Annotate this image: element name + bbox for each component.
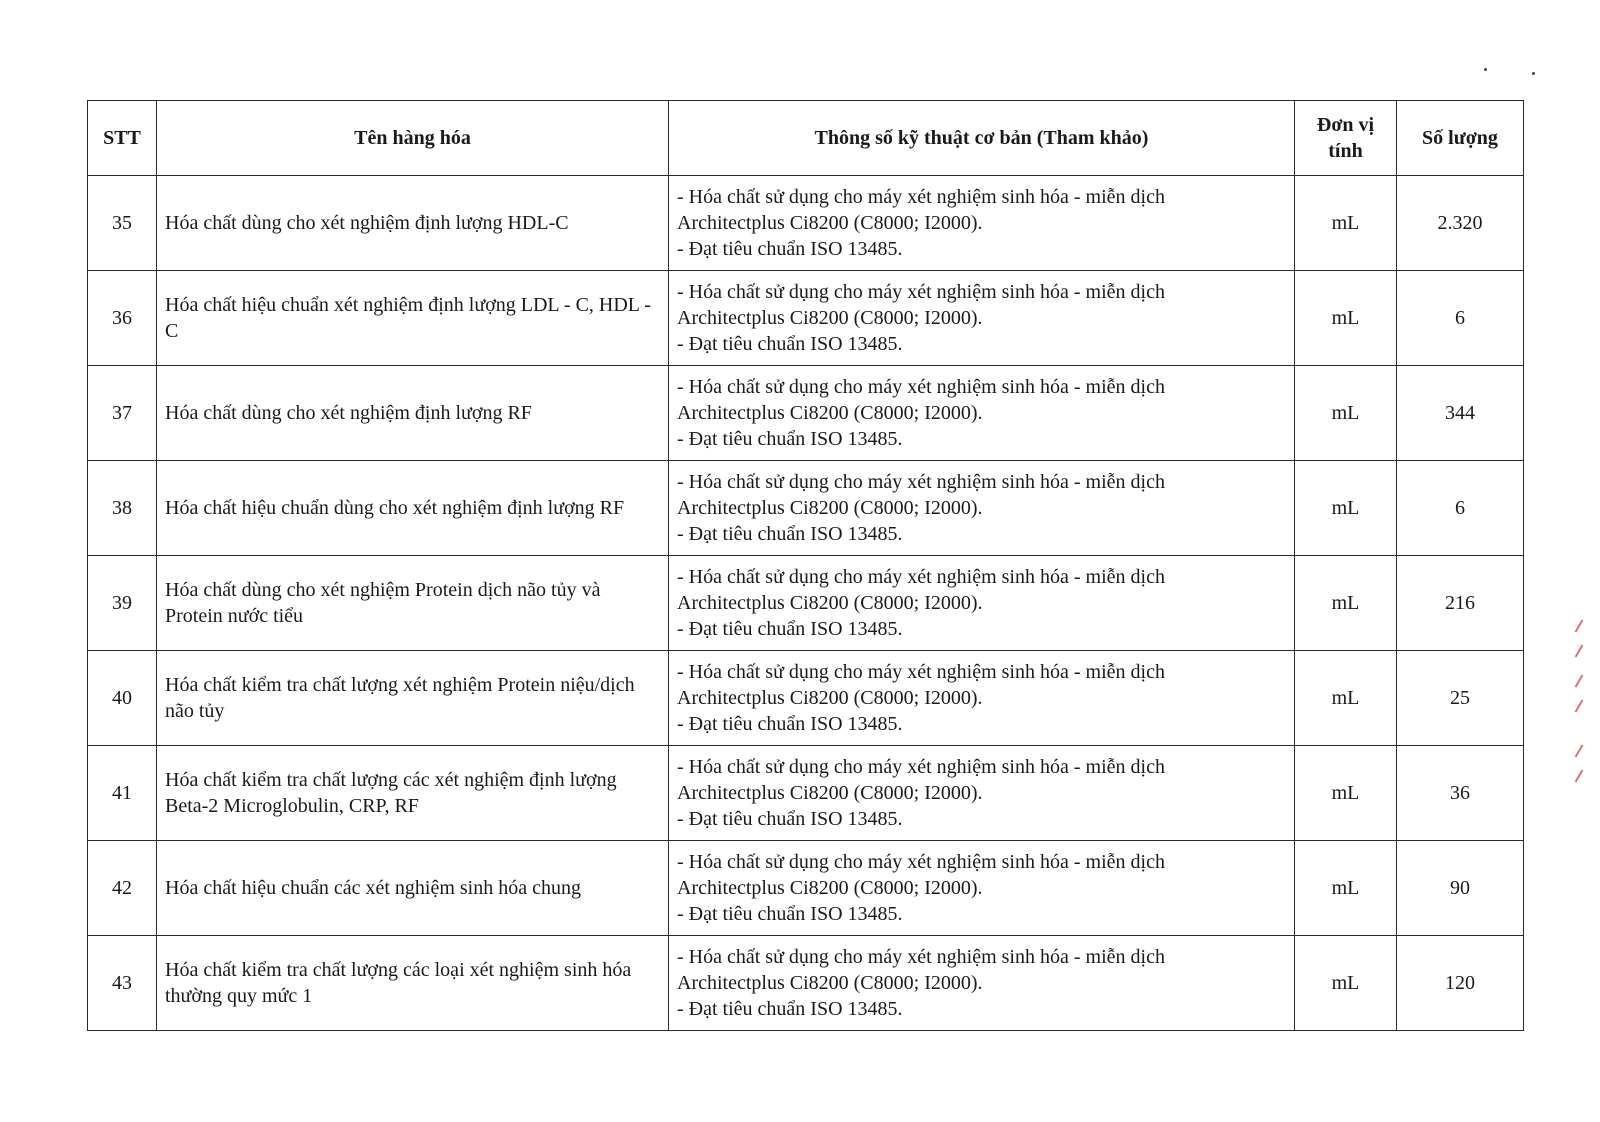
spec-line: Architectplus Ci8200 (C8000; I2000). — [677, 877, 983, 899]
table-row — [88, 556, 1524, 651]
cell-unit: mL — [1295, 746, 1397, 841]
cell-qty: 216 — [1397, 556, 1524, 651]
spec-line: - Hóa chất sử dụng cho máy xét nghiệm sinh hóa - miễn dịch — [677, 661, 1165, 683]
spec-line: Architectplus Ci8200 (C8000; I2000). — [677, 687, 983, 709]
spec-line: - Đạt tiêu chuẩn ISO 13485. — [677, 903, 903, 925]
goods-table — [87, 100, 1524, 1031]
table-row — [88, 176, 1524, 271]
spec-line: - Đạt tiêu chuẩn ISO 13485. — [677, 238, 903, 260]
cell-stt: 43 — [88, 936, 157, 1031]
spec-line: - Đạt tiêu chuẩn ISO 13485. — [677, 713, 903, 735]
cell-stt: 38 — [88, 461, 157, 556]
cell-name: Hóa chất hiệu chuẩn các xét nghiệm sinh hóa chung — [157, 841, 669, 936]
spec-line: - Hóa chất sử dụng cho máy xét nghiệm sinh hóa - miễn dịch — [677, 756, 1165, 778]
cell-unit: mL — [1295, 366, 1397, 461]
cell-name: Hóa chất hiệu chuẩn dùng cho xét nghiệm định lượng RF — [157, 461, 669, 556]
cell-qty: 2.320 — [1397, 176, 1524, 271]
spec-line: Architectplus Ci8200 (C8000; I2000). — [677, 402, 983, 424]
table-row — [88, 746, 1524, 841]
table-row — [88, 461, 1524, 556]
spec-line: - Hóa chất sử dụng cho máy xét nghiệm sinh hóa - miễn dịch — [677, 186, 1165, 208]
cell-qty: 120 — [1397, 936, 1524, 1031]
cell-spec — [669, 366, 1295, 461]
margin-mark — [1575, 769, 1584, 782]
header-spec: Thông số kỹ thuật cơ bản (Tham khảo) — [669, 101, 1295, 176]
cell-unit: mL — [1295, 461, 1397, 556]
cell-qty: 25 — [1397, 651, 1524, 746]
cell-spec — [669, 461, 1295, 556]
cell-name: Hóa chất hiệu chuẩn xét nghiệm định lượng LDL - C, HDL -C — [157, 271, 669, 366]
table-row — [88, 936, 1524, 1031]
cell-qty: 6 — [1397, 271, 1524, 366]
header-unit — [1295, 101, 1397, 176]
cell-unit: mL — [1295, 556, 1397, 651]
cell-unit: mL — [1295, 841, 1397, 936]
cell-unit: mL — [1295, 271, 1397, 366]
cell-qty: 6 — [1397, 461, 1524, 556]
cell-stt: 41 — [88, 746, 157, 841]
table-row — [88, 366, 1524, 461]
scan-speck — [1532, 72, 1535, 75]
spec-line: - Đạt tiêu chuẩn ISO 13485. — [677, 808, 903, 830]
header-unit-line2: tính — [1328, 140, 1363, 162]
cell-spec — [669, 936, 1295, 1031]
cell-spec — [669, 556, 1295, 651]
cell-spec — [669, 841, 1295, 936]
cell-unit: mL — [1295, 176, 1397, 271]
cell-qty: 344 — [1397, 366, 1524, 461]
cell-name: Hóa chất dùng cho xét nghiệm định lượng HDL-C — [157, 176, 669, 271]
spec-line: - Hóa chất sử dụng cho máy xét nghiệm sinh hóa - miễn dịch — [677, 471, 1165, 493]
cell-stt: 42 — [88, 841, 157, 936]
table-row — [88, 841, 1524, 936]
table-row — [88, 271, 1524, 366]
cell-spec — [669, 271, 1295, 366]
cell-qty: 90 — [1397, 841, 1524, 936]
spec-line: - Hóa chất sử dụng cho máy xét nghiệm sinh hóa - miễn dịch — [677, 376, 1165, 398]
spec-line: - Đạt tiêu chuẩn ISO 13485. — [677, 523, 903, 545]
header-row — [88, 101, 1524, 176]
cell-name: Hóa chất dùng cho xét nghiệm định lượng RF — [157, 366, 669, 461]
spec-line: - Đạt tiêu chuẩn ISO 13485. — [677, 428, 903, 450]
cell-stt: 40 — [88, 651, 157, 746]
spec-line: - Đạt tiêu chuẩn ISO 13485. — [677, 998, 903, 1020]
spec-line: Architectplus Ci8200 (C8000; I2000). — [677, 497, 983, 519]
spec-line: - Hóa chất sử dụng cho máy xét nghiệm sinh hóa - miễn dịch — [677, 946, 1165, 968]
margin-mark — [1575, 699, 1584, 712]
cell-name: Hóa chất kiểm tra chất lượng xét nghiệm Protein niệu/dịch não tủy — [157, 651, 669, 746]
scan-speck — [1484, 68, 1487, 71]
cell-unit: mL — [1295, 651, 1397, 746]
cell-spec — [669, 651, 1295, 746]
margin-mark — [1575, 619, 1584, 632]
cell-spec — [669, 746, 1295, 841]
cell-stt: 35 — [88, 176, 157, 271]
spec-line: - Hóa chất sử dụng cho máy xét nghiệm sinh hóa - miễn dịch — [677, 851, 1165, 873]
spec-line: Architectplus Ci8200 (C8000; I2000). — [677, 592, 983, 614]
cell-name: Hóa chất kiểm tra chất lượng các xét nghiệm định lượng Beta-2 Microglobulin, CRP, RF — [157, 746, 669, 841]
spec-line: Architectplus Ci8200 (C8000; I2000). — [677, 307, 983, 329]
cell-name: Hóa chất dùng cho xét nghiệm Protein dịch não tủy và Protein nước tiểu — [157, 556, 669, 651]
spec-line: - Hóa chất sử dụng cho máy xét nghiệm sinh hóa - miễn dịch — [677, 281, 1165, 303]
cell-unit: mL — [1295, 936, 1397, 1031]
margin-mark — [1575, 744, 1584, 757]
spec-line: Architectplus Ci8200 (C8000; I2000). — [677, 972, 983, 994]
header-name: Tên hàng hóa — [157, 101, 669, 176]
margin-mark — [1575, 644, 1584, 657]
cell-qty: 36 — [1397, 746, 1524, 841]
header-qty: Số lượng — [1397, 101, 1524, 176]
spec-line: Architectplus Ci8200 (C8000; I2000). — [677, 782, 983, 804]
spec-line: - Đạt tiêu chuẩn ISO 13485. — [677, 333, 903, 355]
spec-line: - Đạt tiêu chuẩn ISO 13485. — [677, 618, 903, 640]
margin-mark — [1575, 674, 1584, 687]
cell-stt: 36 — [88, 271, 157, 366]
spec-line: Architectplus Ci8200 (C8000; I2000). — [677, 212, 983, 234]
spec-line: - Hóa chất sử dụng cho máy xét nghiệm sinh hóa - miễn dịch — [677, 566, 1165, 588]
header-stt: STT — [88, 101, 157, 176]
table-body — [88, 176, 1524, 1031]
cell-spec — [669, 176, 1295, 271]
cell-name: Hóa chất kiểm tra chất lượng các loại xét nghiệm sinh hóa thường quy mức 1 — [157, 936, 669, 1031]
table-header — [88, 101, 1524, 176]
cell-stt: 39 — [88, 556, 157, 651]
header-unit-line1: Đơn vị — [1316, 114, 1375, 136]
table-row — [88, 651, 1524, 746]
cell-stt: 37 — [88, 366, 157, 461]
